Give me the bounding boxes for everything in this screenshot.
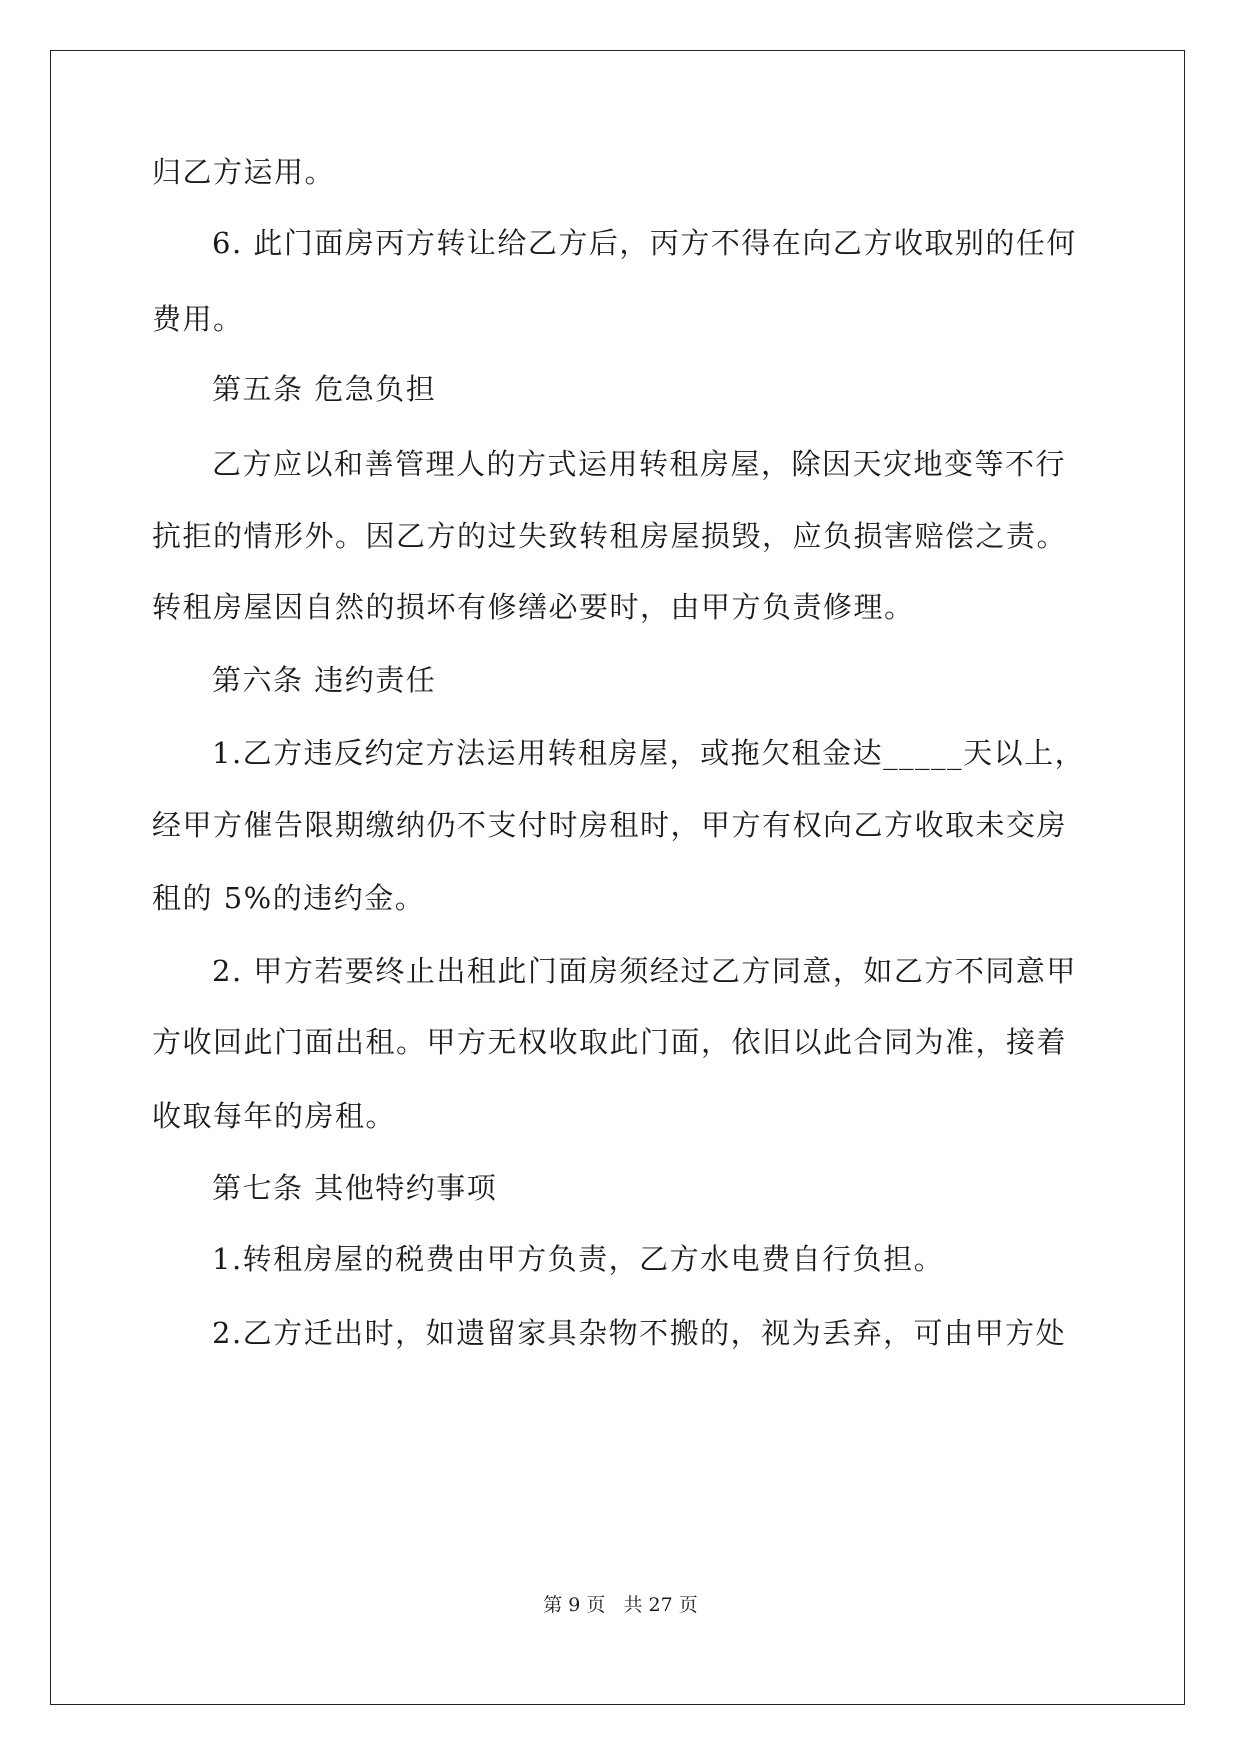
text-line: 2. 甲方若要终止出租此门面房须经过乙方同意，如乙方不同意甲: [212, 954, 1077, 988]
section-heading: 第五条 危急负担: [212, 372, 437, 406]
text-line: 1.乙方违反约定方法运用转租房屋，或拖欠租金达_____天以上，: [212, 736, 1086, 770]
text-line: 费用。: [152, 302, 244, 336]
text-line: 抗拒的情形外。因乙方的过失致转租房屋损毁，应负损害赔偿之责。: [152, 519, 1068, 553]
text-line: 租的 5%的违约金。: [152, 881, 426, 915]
text-line: 6. 此门面房丙方转让给乙方后，丙方不得在向乙方收取别的任何: [212, 226, 1077, 260]
text-line: 2.乙方迁出时，如遗留家具杂物不搬的，视为丢弃，可由甲方处: [212, 1316, 1067, 1350]
text-line: 乙方应以和善管理人的方式运用转租房屋，除因天灾地变等不行: [212, 447, 1067, 481]
section-heading: 第六条 违约责任: [212, 663, 437, 697]
text-line: 收取每年的房租。: [152, 1099, 397, 1133]
page-number-footer: 第 9 页 共 27 页: [543, 1594, 698, 1616]
text-line: 归乙方运用。: [152, 155, 336, 189]
text-line: 经甲方催告限期缴纳仍不支付时房租时，甲方有权向乙方收取未交房: [152, 808, 1068, 842]
text-line: 方收回此门面出租。甲方无权收取此门面，依旧以此合同为准，接着: [152, 1025, 1068, 1059]
text-line: 转租房屋因自然的损坏有修缮必要时，由甲方负责修理。: [152, 590, 915, 624]
text-line: 1.转租房屋的税费由甲方负责，乙方水电费自行负担。: [212, 1242, 945, 1276]
section-heading: 第七条 其他特约事项: [212, 1171, 498, 1205]
